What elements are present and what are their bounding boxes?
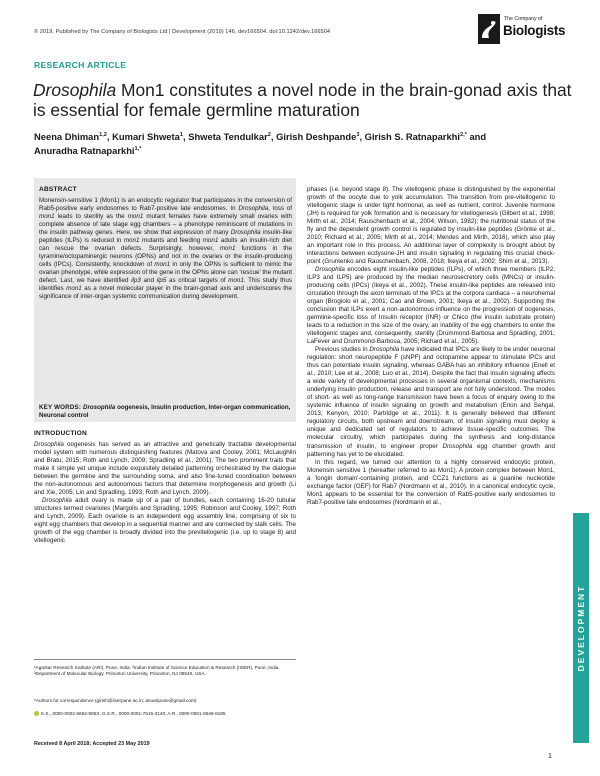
introduction-body xyxy=(34,441,296,545)
author-affiliation: 2 xyxy=(267,132,271,138)
received-accepted-dates: Received 8 April 2018; Accepted 23 May 2019 xyxy=(34,741,150,747)
title-rest: Mon1 constitutes a novel node in the brain-gonad axis that is essential for female germline maturation xyxy=(33,80,572,120)
correspondence-footnote: *Authors for correspondence (girish@iiserpune.ac.in; anuaripune@gmail.com) xyxy=(34,698,197,703)
logo-small-text: The Company of xyxy=(504,16,543,22)
abstract-body: Monensin-sensitive 1 (Mon1) is an endocytic regulator that participates in the conversion of Rab5-positive early endosomes to Rab7-positive late endosomes. In Drosophila, loss of mon1 leads to sterility as the mon1 mutant females have extremely small ovaries with complete absence of late stage egg chambers – a phenotype reminiscent of mutations in the insulin pathway genes. Here, we show that expression of many Drosophila insulin-like peptides (ILPs) is reduced in mon1 mutants and feeding mon1 adults an insulin-rich diet can rescue the ovarian defects. Surprisingly, however, mon1 functions in the tyramine/octopaminergic neurons (OPNs) and not in the ovaries or the insulin-producing cells (IPCs). Consistently, knockdown of mon1 in only the OPNs is sufficient to mimic the ovarian phenotype, while expression of the gene in the OPNs alone can 'rescue' the mutant defect. Last, we have identified ilp3 and ilp5 as critical targets of mon1. This study thus identifies mon1 as a novel molecular player in the brain-gonad axis and underscores the significance of inter-organ systemic communication during development. xyxy=(39,197,293,301)
publisher-logo-icon xyxy=(478,14,500,44)
author-name: Neena Dhiman xyxy=(34,131,100,143)
page-number: 1 xyxy=(548,753,552,760)
article-type-label: RESEARCH ARTICLE xyxy=(34,60,127,70)
author-affiliation: 1 xyxy=(179,132,183,138)
footnote-divider xyxy=(34,659,296,660)
author-name: Girish S. Ratnaparkhi xyxy=(364,131,460,143)
author-name: Shweta Tendulkar xyxy=(188,131,268,143)
orcid-footnote: K.S., 0000-0002-5692-905X; G.S.R., 0000-0001-7615-3140; A.R., 0000-0001-6548-6185 xyxy=(34,711,296,717)
author-name: Kumari Shweta xyxy=(112,131,180,143)
author-affiliation: 1,* xyxy=(134,146,142,153)
right-column-body xyxy=(307,186,555,507)
title-italic: Drosophila xyxy=(33,80,117,100)
article-title xyxy=(33,80,573,120)
paragraph: Previous studies in Drosophila have indicated that IPCs are likely to be under neuronal regulation: short neuropeptide F (sNPF) and octopamine appear to stimulate IPCs and thus can potentiate insulin signaling, whereas GABA has an inhibitory influence (Enell et al., 2010; Lee et al., 2008; Luo et al., 2014). Despite the fact that insulin signaling affects a wide variety of developmental processes in several organismal contexts, mechanisms underlying insulin production, release and transport are not fully understood. The modes of short- as well as long-range transmission have been a focus of enquiry owing to the systemic influence of insulin signaling on growth and metabolism (Erion and Sehgal, 2013; Kenyon, 2010; Partridge et al., 2011). It is generally believed that different regulatory circuits, both upstream and downstream, of insulin signaling must deploy a unique and dedicated set of regulators to achieve tissue-specific outcomes. The molecular circuitry, which participates during the synthesis and long-distance transmission of insulin, to engineer proper Drosophila egg chamber growth and patterning has yet to be elucidated. xyxy=(307,346,555,458)
keywords: KEY WORDS: Drosophila oogenesis, Insulin production, Inter-organ communication, Neuronal control xyxy=(39,404,291,419)
author-affiliation: 3 xyxy=(356,132,360,138)
publisher-logo xyxy=(478,14,568,44)
journal-side-bar xyxy=(573,513,589,743)
introduction-heading: INTRODUCTION xyxy=(34,430,87,437)
author-name: Anuradha Ratnaparkhi xyxy=(34,145,135,157)
keywords-label: KEY WORDS: xyxy=(39,404,84,411)
paragraph: Drosophila encodes eight insulin-like peptides (ILPs), of which three members (ILP2, ILP3 and ILP5) are produced by the median neurosecretory cells (MNCs) or insulin-producing cells (IPCs) (Ikeya et al., 2002). These insulin-like peptides are released into circulation through the axon terminals of the IPCs at the corpora cardiaca – a neurohemal organ (Brogiolo et al., 2001; Cao and Brown, 2001; Ikeya et al., 2002). Supporting the conclusion that ILPs exert a non-autonomous influence on the progression of oogenesis, germline-specific loss of Insulin receptor (INR) or Chico (the insulin substrate protein) leads to a reduction in the size of the ovary, an inability of the egg chambers to enter the vitellogenic stages and, consequently, sterility (Drummond-Barbosa and Spradling, 2001; LaFever and Drummond-Barbosa, 2005; Richard et al., 2005). xyxy=(307,266,555,346)
paragraph: phases (i.e. beyond stage 8). The vitellogenic phase is distinguished by the exponential growth of the oocyte due to yolk accumulation. The transition from pre-vitellogenic to vitellogenic stage is under tight hormonal, as well as nutrient, control. Juvenile hormone (JH) is required for yolk formation and is necessary for vitellogenesis (Gilbert et al., 1998; Mirth et al., 2014; Rauschenbach et al., 2004; Wilson, 1982); the nutritional status of the fly and the dependent growth control is regulated by insulin-like peptides (Grönke et al., 2010; Richard et al., 2005; Mirth et al., 2014; Mendes and Mirth, 2016), which also play an important role in this process. An additional layer of complexity is brought about by interactions between ecdysone-JH and insulin signaling in regulating this crucial check-point (Gruntenko and Rauschenbach, 2008, 2018; Ikeya et al., 2002; Shim et al., 2013). xyxy=(307,186,555,266)
abstract-heading: ABSTRACT xyxy=(39,186,77,193)
author-affiliation: 2,* xyxy=(460,132,467,138)
journal-side-label: DEVELOPMENT xyxy=(576,584,586,672)
journal-citation-header: © 2019. Published by The Company of Biologists Ltd | Development (2019) 146, dev166504. doi:10.1242/dev.166504 xyxy=(34,29,331,35)
author-affiliation: 1,2 xyxy=(99,132,107,138)
paragraph: Drosophila oogenesis has served as an attractive and genetically tractable developmental model system with numerous distinguishing features (Matova and Cooley, 2001; McLaughlin and Bratu, 2015; Roth and Lynch, 2009; Spradling et al., 2001). The two prominent traits that make it simple yet unique include exquisitely detailed patterning orchestrated by the dialogue between the germline and the surrounding soma, and also fine-tuned coordination between the non-autonomous and autonomous factors that determine morphogenesis and growth (Li and Xie, 2005; Lin and Spradling, 1993; Roth and Lynch, 2009). xyxy=(34,441,296,497)
affiliations-footnote: ¹Agarkar Research Institute (ARI), Pune, India. ²Indian Institute of Science Education & Research (IISER), Pune, India. ³Department of Molecular Biology, Princeton University, Princeton, NJ 08540, USA. xyxy=(34,665,280,676)
author-name: Girish Deshpande xyxy=(276,131,357,143)
paragraph: Drosophila adult ovary is made up of a pair of bundles, each containing 16-20 tubular structures termed ovarioles (Margolis and Spradling, 1995; Robinson and Cooley, 1997; Roth and Lynch, 2009). Each ovariole is an independent egg assembly line, comprising of six to eight egg chambers that develop in a sequential manner and are connected by stalk cells. The growth of the egg chamber is broadly divided into the previtellogenic (i.e. up to stage 8) and vitellogenic xyxy=(34,497,296,545)
paragraph: In this regard, we turned our attention to a highly conserved endocytic protein, Monensin sensitive 1 (hereafter referred to as Mon1). A protein complex between Mon1, a 'longin domain'-containing protein, and CCZ1 functions as a guanine nucleotide exchange factor (GEF) for Rab7 (Nordmann et al., 2010). In a canonical endocytic cycle, Mon1 appears to be essential for the conversion of Rab5-positive early endosomes to Rab7-positive late endosomes (Nordmann et al., xyxy=(307,458,555,506)
logo-big-text: Biologists xyxy=(503,23,566,38)
author-list: Neena Dhiman$^{1,2}$, Kumari Shweta$^1$, Shweta Tendulkar$^2$, Girish Deshpande$^3$, Girish S. Ratnaparkhi$^{2,*}$ and Anuradha Ratnaparkhi$^{1,*}$ xyxy=(34,131,487,157)
orcid-icon xyxy=(34,711,39,716)
